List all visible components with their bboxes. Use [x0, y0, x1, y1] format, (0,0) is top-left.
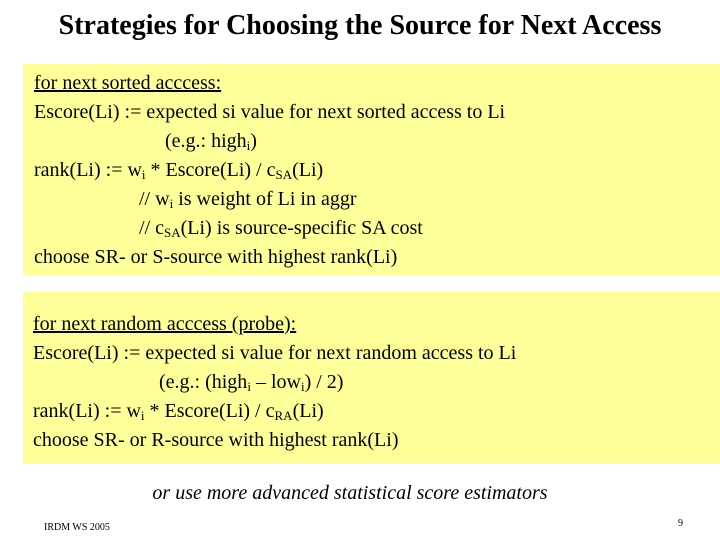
random-access-box [23, 292, 720, 464]
sorted-escore-line: Escore(Li) := expected si value for next sorted access to Li [34, 101, 506, 123]
sorted-access-box [23, 64, 720, 275]
sorted-rank-line: rank(Li) := $w_i$ * Escore(Li) / $c_{SA}(Li)$ [34, 159, 324, 182]
sorted-cost-comment: // $c_{SA}(Li)$ is source-specific SA cost [139, 217, 423, 240]
sorted-choose-line: choose SR- or S-source with highest rank(Li) [34, 246, 398, 268]
slide-title: Strategies for Choosing the Source for Next Access [58, 10, 662, 41]
sorted-access-heading: for next sorted acccess: [34, 72, 222, 94]
random-rank-line: rank(Li) := $w_i$ * Escore(Li) / $c_{RA}(Li)$ [33, 400, 324, 423]
sorted-example-line: (e.g.: high$_i$) [165, 130, 257, 153]
random-example-line: (e.g.: (high$_i$ – low$_i$) / 2) [159, 371, 344, 394]
random-escore-line: Escore(Li) := expected si value for next random access to Li [33, 342, 517, 364]
random-choose-line: choose SR- or R-source with highest rank(Li) [33, 429, 399, 451]
footer-note: or use more advanced statistical score estimators [152, 482, 548, 504]
random-access-heading: for next random acccess (probe): [33, 313, 297, 335]
page-number: 9 [678, 518, 683, 529]
footer-course-label: IRDM WS 2005 [44, 522, 110, 533]
sorted-weight-comment: // $w_i$ is weight of Li in aggr [139, 188, 357, 211]
